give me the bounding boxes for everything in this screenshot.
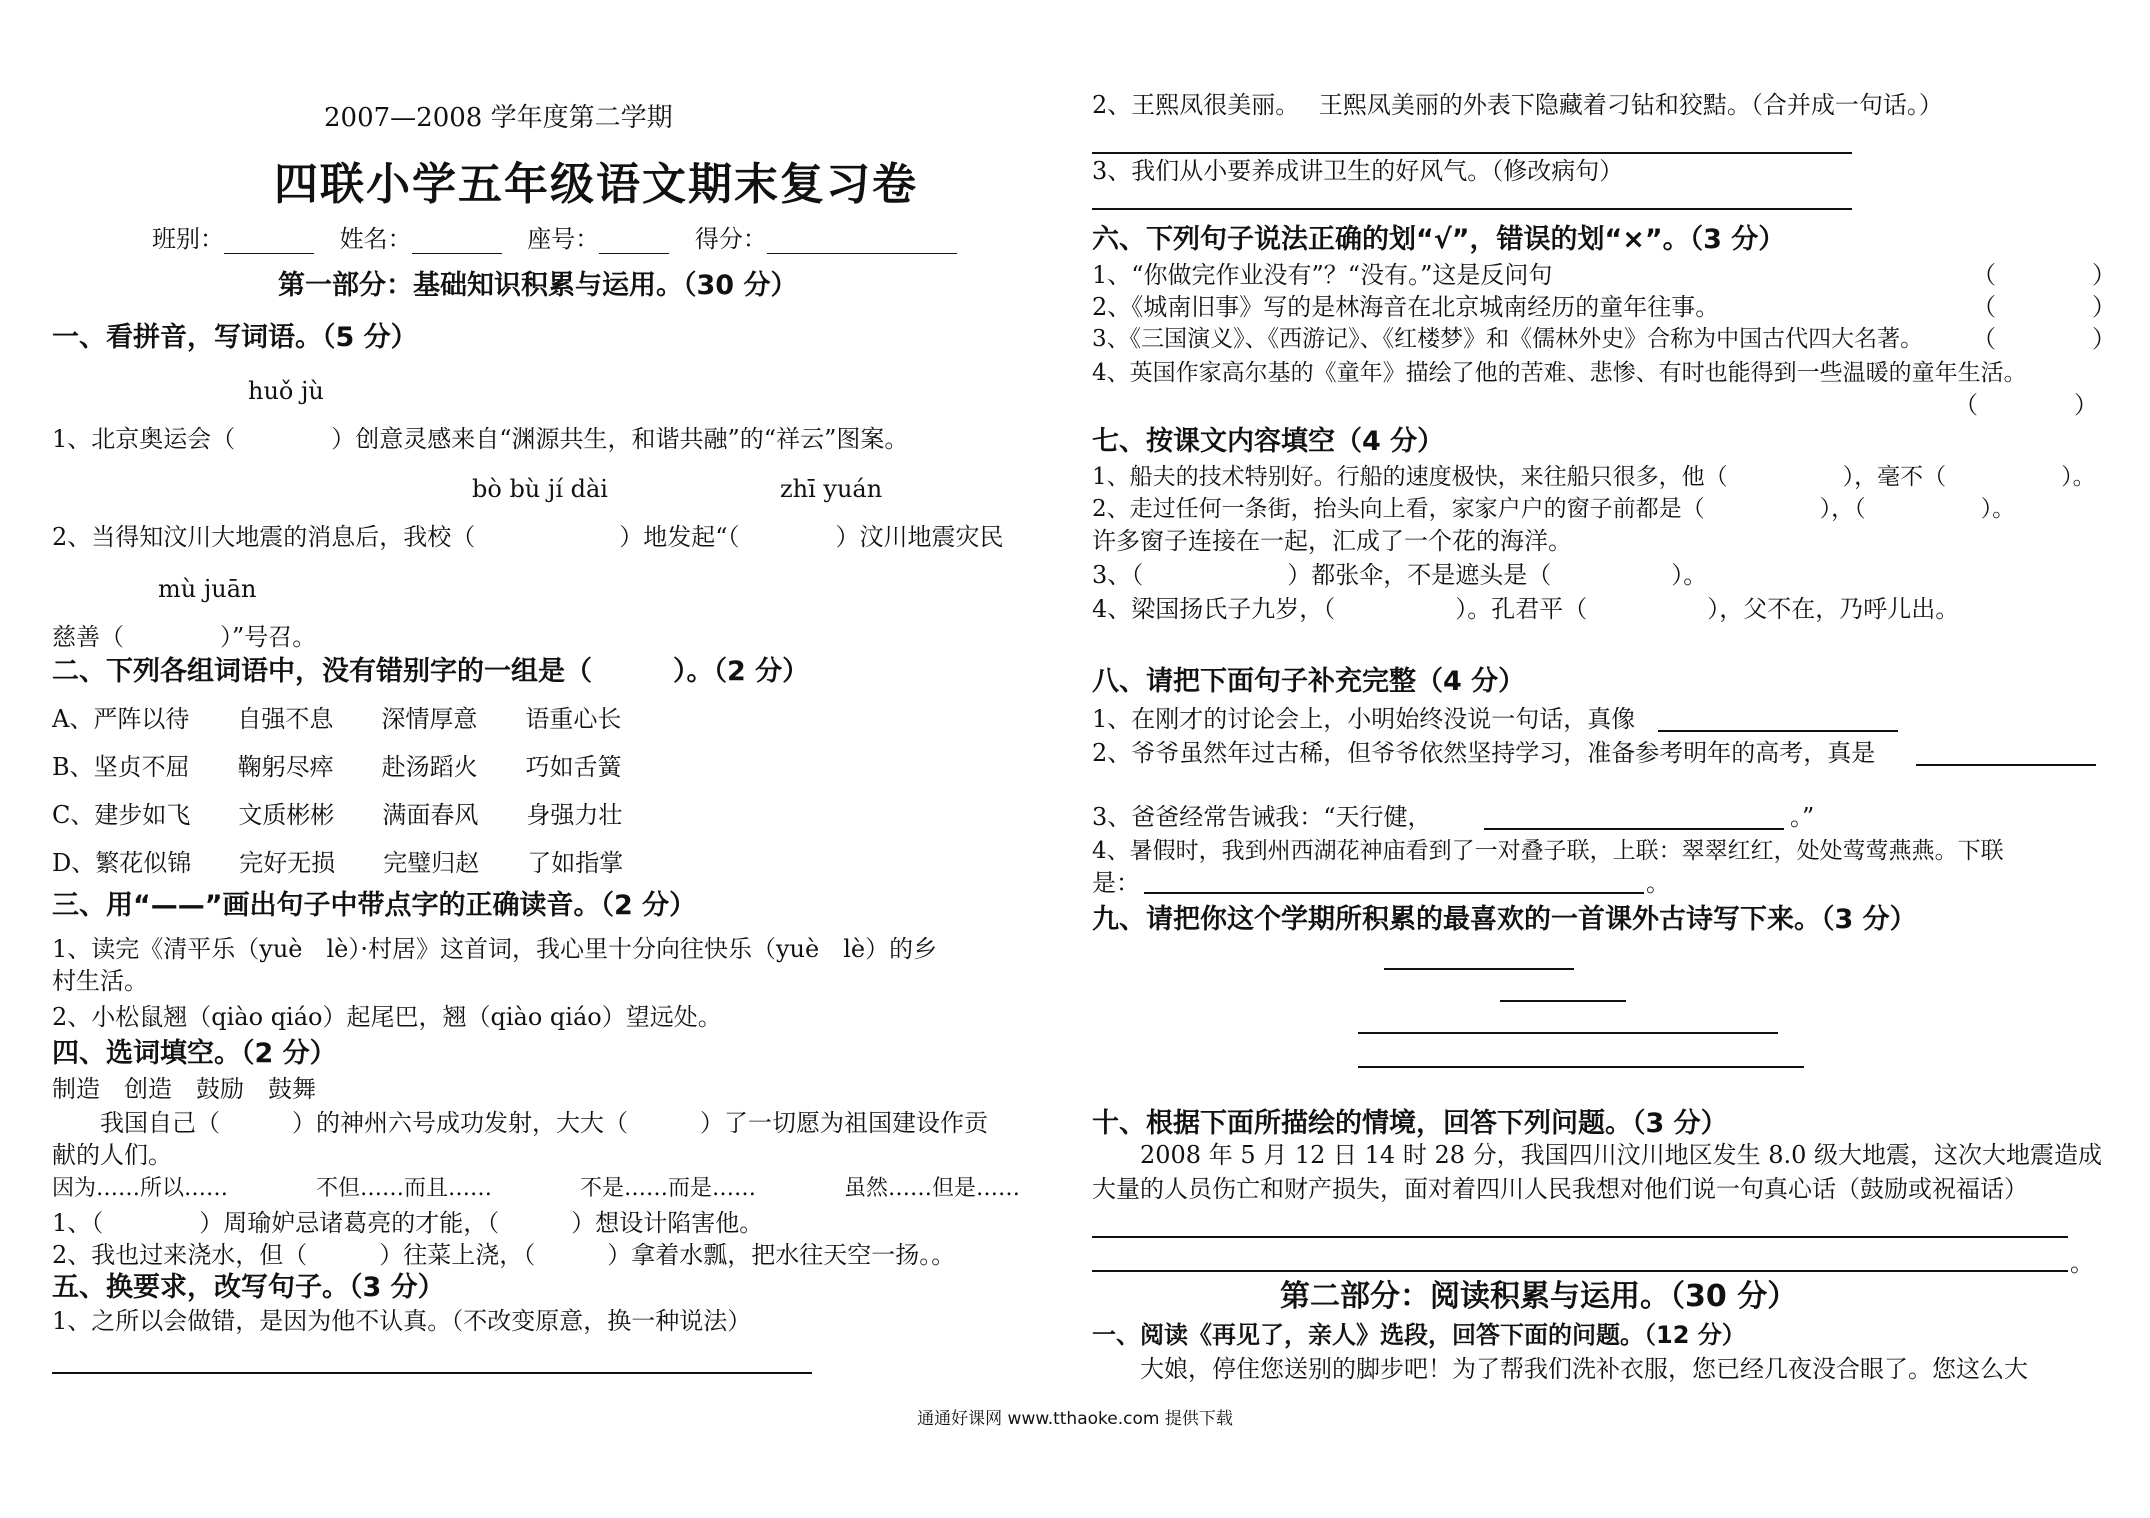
- pinyin-1: huǒ jù: [248, 377, 324, 405]
- s10-paragraph-2: 大量的人员伤亡和财产损失，面对着四川人民我想对他们说一句真心话（鼓励或祝福话）: [1092, 1175, 2028, 1203]
- s10-paragraph-1: 2008 年 5 月 12 日 14 时 28 分，我国四川汶川地区发生 8.0 级大地震，这次大地震造成: [1092, 1141, 2103, 1169]
- s3-question-2: 2、小松鼠翘（qiào qiáo）起尾巴，翘（qiào qiáo）望远处。: [52, 1003, 722, 1031]
- s8-question-4a: 4、暑假时，我到州西湖花神庙看到了一对叠子联，上联：翠翠红红，处处莺莺燕燕。下联: [1092, 838, 2004, 864]
- s5-answer-line-2[interactable]: [1092, 152, 1852, 154]
- section4-heading: 四、选词填空。（2 分）: [52, 1038, 337, 1069]
- s10-answer-line-2[interactable]: [1092, 1270, 2068, 1272]
- reading1-paragraph: 大娘，停住您送别的脚步吧！为了帮我们洗补衣服，您已经几夜没合眼了。您这么大: [1092, 1355, 2028, 1383]
- s4-question-1b: 献的人们。: [52, 1141, 172, 1169]
- poem-line-1[interactable]: [1358, 1032, 1778, 1034]
- part1-title: 第一部分：基础知识积累与运用。（30 分）: [278, 270, 798, 301]
- score-label: 得分：: [694, 225, 767, 253]
- s6-paren-4[interactable]: （ ）: [1954, 391, 2098, 419]
- s8-question-2: 2、爷爷虽然年过古稀，但爷爷依然坚持学习，准备参考明年的高考，真是: [1092, 739, 1876, 767]
- poem-title-line[interactable]: [1384, 968, 1574, 970]
- s3-question-1a: 1、读完《清平乐（yuè lè）·村居》这首词，我心里十分向往快乐（yuè lè）的乡: [52, 935, 938, 963]
- s7-question-4: 4、梁国扬氏子九岁，（ ）。孔君平（ ），父不在，乃呼儿出。: [1092, 595, 1960, 623]
- s6-item-4: 4、英国作家高尔基的《童年》描绘了他的苦难、悲惨、有时也能得到一些温暖的童年生活。: [1092, 360, 2027, 386]
- section5-heading: 五、换要求，改写句子。（3 分）: [52, 1272, 445, 1303]
- section9-heading: 九、请把你这个学期所积累的最喜欢的一首课外古诗写下来。（3 分）: [1092, 904, 1917, 935]
- s4-word-list: 制造 创造 鼓励 鼓舞: [52, 1075, 316, 1103]
- section7-heading: 七、按课文内容填空（4 分）: [1092, 426, 1445, 457]
- page-title: 四联小学五年级语文期末复习卷: [274, 159, 918, 210]
- s10-answer-line-1[interactable]: [1092, 1236, 2068, 1238]
- section2-heading: 二、下列各组词语中，没有错别字的一组是（ ）。（2 分）: [52, 656, 810, 687]
- s4-question-3: 2、我也过来浇水，但（ ）往菜上浇，（ ）拿着水瓢，把水往天空一扬。。: [52, 1241, 956, 1269]
- s3-question-1b: 村生活。: [52, 967, 148, 995]
- s8-question-3a: 3、爸爸经常告诫我：“天行健，: [1092, 803, 1432, 831]
- footer-source: 通通好课网 www.tthaoke.com 提供下载: [917, 1409, 1233, 1429]
- reading1-heading: 一、阅读《再见了，亲人》选段，回答下面的问题。（12 分）: [1092, 1321, 1746, 1349]
- s5-question-2: 2、王熙凤很美丽。 王熙凤美丽的外表下隐藏着刁钻和狡黠。（合并成一句话。）: [1092, 91, 1943, 119]
- name-field[interactable]: [412, 229, 502, 254]
- pinyin-2b: zhī yuán: [780, 475, 883, 503]
- s6-item-1: 1、“你做完作业没有”？“没有。”这是反问句: [1092, 261, 1553, 289]
- s2-option-c: C、建步如飞 文质彬彬 满面春风 身强力壮: [52, 801, 623, 829]
- s8-question-3b: 。”: [1790, 803, 1815, 831]
- s7-question-3: 3、（ ）都张伞，不是遮头是（ ）。: [1092, 561, 1708, 589]
- info-fields: [152, 226, 957, 254]
- s1-question-1: 1、北京奥运会（ ）创意灵感来自“渊源共生，和谐共融”的“祥云”图案。: [52, 425, 909, 453]
- pinyin-2a: bò bù jí dài: [472, 475, 608, 503]
- class-label: 班别：: [152, 225, 224, 253]
- section10-heading: 十、根据下面所描绘的情境，回答下列问题。（3 分）: [1092, 1108, 1728, 1139]
- name-label: 姓名：: [339, 225, 412, 253]
- s4-question-1a: 我国自己（ ）的神州六号成功发射，大大（ ）了一切愿为祖国建设作贡: [52, 1109, 988, 1137]
- s10-end-mark: 。: [2070, 1249, 2094, 1277]
- poem-author-line[interactable]: [1500, 1000, 1626, 1002]
- s8-answer-line-2[interactable]: [1916, 764, 2096, 766]
- s5-answer-line-3[interactable]: [1092, 208, 1852, 210]
- s4-question-2: 1、（ ）周瑜妒忌诸葛亮的才能，（ ）想设计陷害他。: [52, 1209, 764, 1237]
- s8-question-4c: 。: [1646, 869, 1670, 897]
- seat-field[interactable]: [599, 229, 669, 254]
- s5-question-1: 1、之所以会做错，是因为他不认真。（不改变原意，换一种说法）: [52, 1307, 752, 1335]
- s7-question-2b: 许多窗子连接在一起，汇成了一个花的海洋。: [1092, 527, 1572, 555]
- s8-answer-line-3[interactable]: [1484, 828, 1784, 830]
- s2-option-d: D、繁花似锦 完好无损 完璧归赵 了如指掌: [52, 849, 624, 877]
- poem-line-2[interactable]: [1358, 1066, 1804, 1068]
- section6-heading: 六、下列句子说法正确的划“√”，错误的划“×”。（3 分）: [1092, 224, 1786, 255]
- s8-question-1: 1、在刚才的讨论会上，小明始终没说一句话，真像: [1092, 705, 1636, 733]
- s5-question-3: 3、我们从小要养成讲卫生的好风气。（修改病句）: [1092, 157, 1624, 185]
- s6-paren-3[interactable]: （ ）: [1972, 325, 2116, 353]
- s1-question-2: 2、当得知汶川大地震的消息后，我校（ ）地发起“（ ）汶川地震灾民: [52, 523, 1004, 551]
- section1-heading: 一、看拼音，写词语。（5 分）: [52, 322, 418, 353]
- part2-title: 第二部分：阅读积累与运用。（30 分）: [1280, 1279, 1798, 1314]
- s2-option-a: A、严阵以待 自强不息 深情厚意 语重心长: [52, 705, 622, 733]
- s6-paren-1[interactable]: （ ）: [1972, 261, 2116, 289]
- s8-answer-line-1[interactable]: [1658, 730, 1898, 732]
- s2-option-b: B、坚贞不屈 鞠躬尽瘁 赴汤蹈火 巧如舌簧: [52, 753, 622, 781]
- s4-connective-list: 因为……所以…… 不但……而且…… 不是……而是…… 虽然……但是……: [52, 1176, 1021, 1201]
- s5-answer-line-1[interactable]: [52, 1372, 812, 1374]
- section3-heading: 三、用“——”画出句子中带点字的正确读音。（2 分）: [52, 890, 697, 921]
- pinyin-3: mù juān: [158, 575, 257, 603]
- s7-question-2a: 2、走过任何一条街，抬头向上看，家家户户的窗子前都是（ ），（ ）。: [1092, 496, 2016, 522]
- seat-label: 座号：: [527, 225, 600, 253]
- section8-heading: 八、请把下面句子补充完整（4 分）: [1092, 666, 1526, 697]
- s7-question-1: 1、船夫的技术特别好。行船的速度极快，来往船只很多，他（ ），毫不（ ）。: [1092, 464, 2096, 490]
- s6-item-2: 2、《城南旧事》写的是林海音在北京城南经历的童年往事。: [1092, 293, 1720, 321]
- s8-question-4b: 是：: [1092, 869, 1140, 897]
- s6-item-3: 3、《三国演义》、《西游记》、《红楼梦》和《儒林外史》合称为中国古代四大名著。: [1092, 326, 1924, 352]
- class-field[interactable]: [224, 229, 314, 254]
- score-field[interactable]: [767, 229, 957, 254]
- s1-question-2b: 慈善（ ）”号召。: [52, 623, 317, 651]
- s8-answer-line-4[interactable]: [1144, 892, 1644, 894]
- s6-paren-2[interactable]: （ ）: [1972, 293, 2116, 321]
- term-label: 2007—2008 学年度第二学期: [324, 103, 673, 133]
